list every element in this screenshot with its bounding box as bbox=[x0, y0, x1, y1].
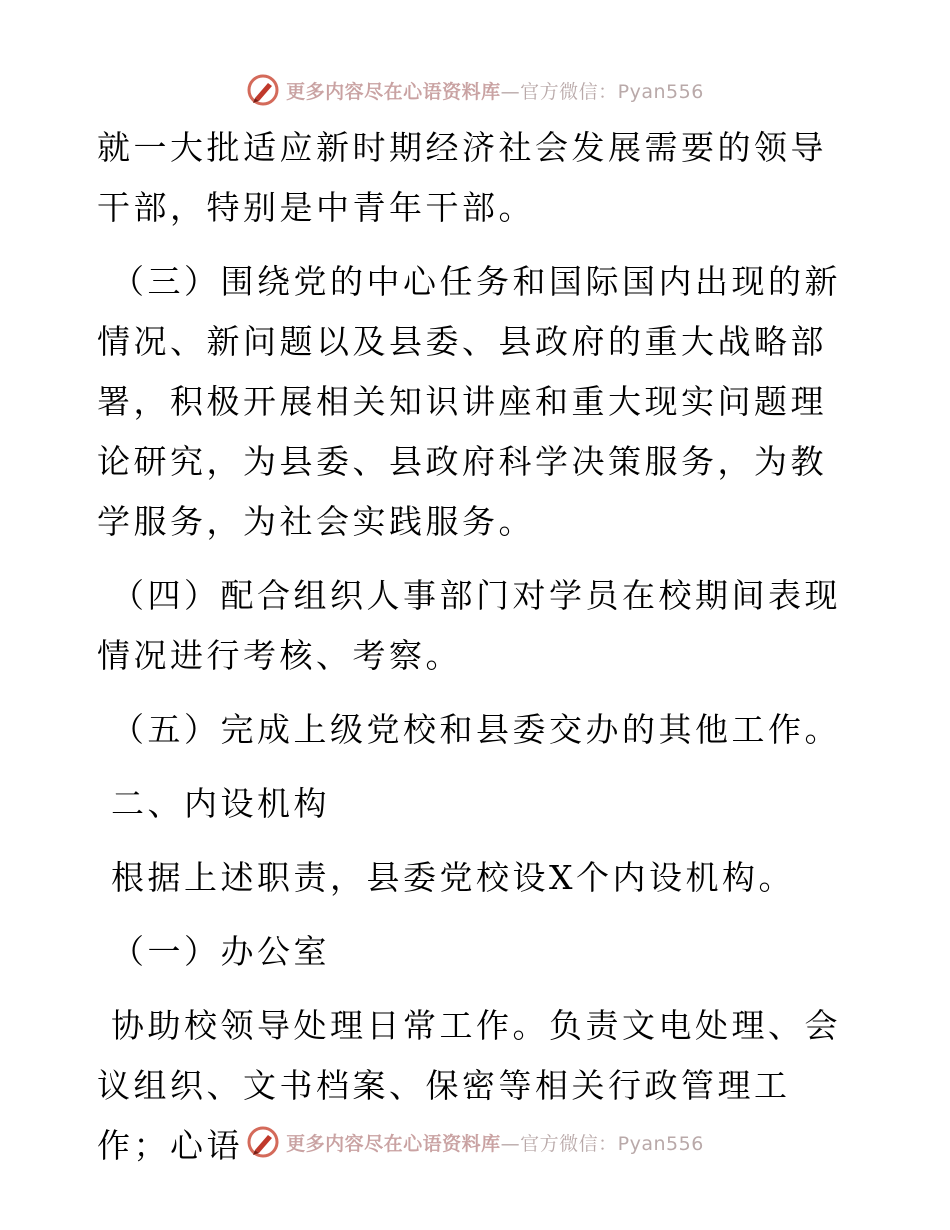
watermark-text bbox=[286, 1129, 704, 1156]
watermark-text bbox=[286, 77, 704, 104]
watermark-separator: — bbox=[500, 80, 521, 103]
paragraph-units-intro: 根据上述职责，县委党校设X个内设机构。 bbox=[111, 858, 795, 897]
paragraph-item-4: （四）配合组织人事部门对学员在校期间表现情况进行考核、考察。 bbox=[97, 576, 841, 675]
document-body bbox=[97, 118, 857, 1190]
watermark-brand: 更多内容尽在心语资料库 bbox=[286, 1132, 501, 1155]
watermark-brand: 更多内容尽在心语资料库 bbox=[286, 80, 501, 103]
paragraph-item-5: （五）完成上级党校和县委交办的其他工作。 bbox=[111, 710, 841, 749]
pen-logo-icon bbox=[246, 73, 280, 107]
header-watermark bbox=[0, 70, 950, 110]
subheading-office: （一）办公室 bbox=[111, 932, 330, 971]
section-heading-internal-units: 二、内设机构 bbox=[111, 784, 330, 823]
paragraph-office-duties: 协助校领导处理日常工作。负责文电处理、会议组织、文书档案、保密等相关行政管理工作；心语 bbox=[97, 1006, 841, 1165]
footer-watermark bbox=[0, 1122, 950, 1162]
pen-logo-icon bbox=[246, 1125, 280, 1159]
paragraph-item-3: （三）围绕党的中心任务和国际国内出现的新情况、新问题以及县委、县政府的重大战略部署，积极开展相关知识讲座和重大现实问题理论研究，为县委、县政府科学决策服务，为教学服务，为社会实践服务。 bbox=[97, 262, 841, 541]
paragraph-cadres: 就一大批适应新时期经济社会发展需要的领导干部，特别是中青年干部。 bbox=[97, 128, 827, 227]
watermark-suffix: 官方微信：Pyan556 bbox=[520, 1132, 704, 1155]
watermark-separator: — bbox=[500, 1132, 521, 1155]
watermark-suffix: 官方微信：Pyan556 bbox=[520, 80, 704, 103]
